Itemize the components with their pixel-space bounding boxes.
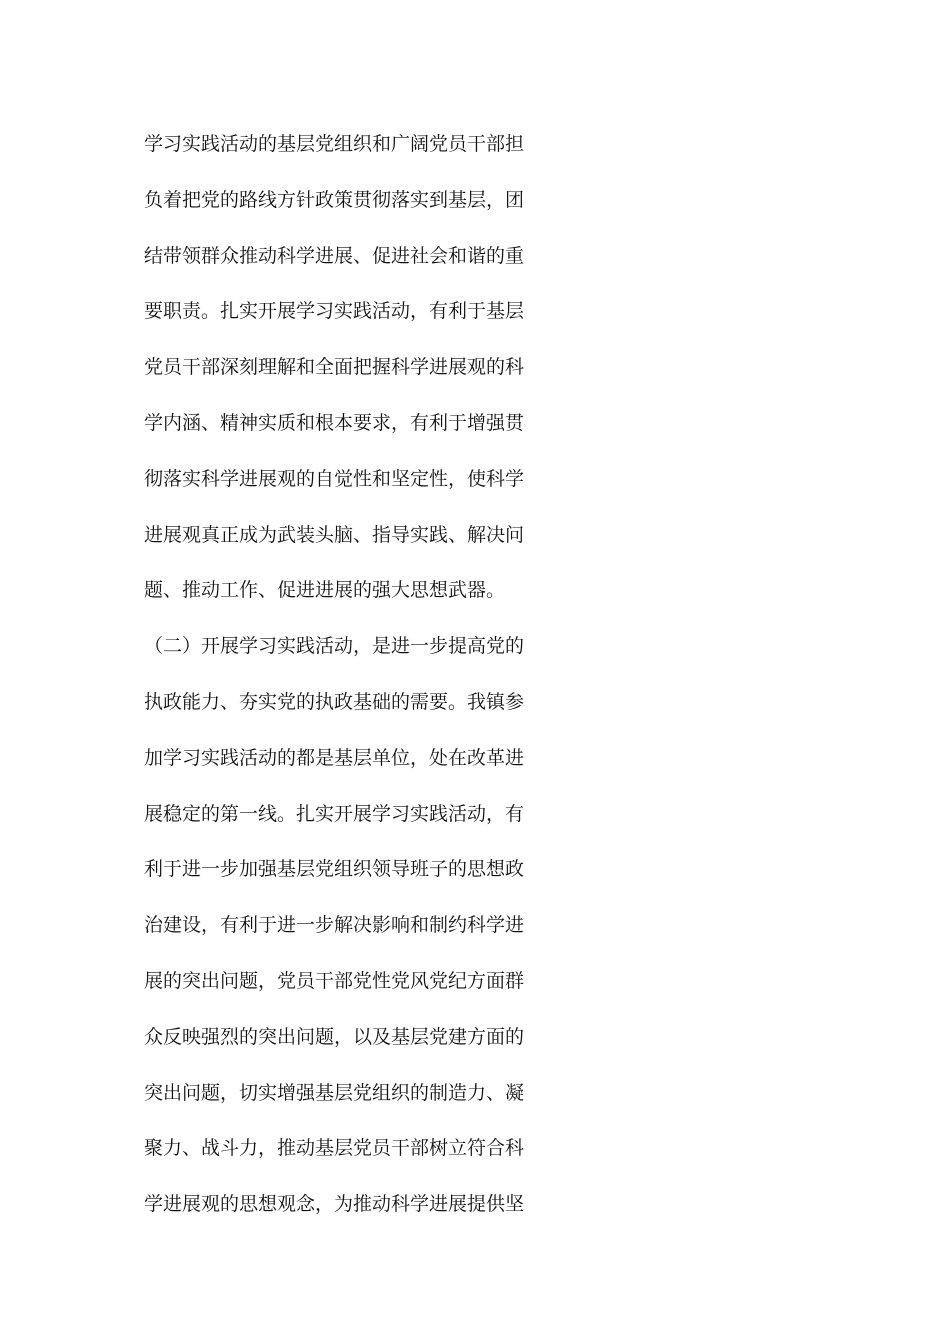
- text-line: 展的突出问题，党员干部党性党风党纪方面群: [144, 969, 525, 992]
- text-line: 学进展观的思想观念，为推动科学进展提供坚: [144, 1193, 525, 1216]
- text-line: 负着把党的路线方针政策贯彻落实到基层，团: [144, 188, 525, 211]
- text-line: 展稳定的第一线。扎实开展学习实践活动，有: [144, 802, 525, 825]
- text-line: 彻落实科学进展观的自觉性和坚定性，使科学: [144, 467, 525, 490]
- text-line: 突出问题，切实增强基层党组织的制造力、凝: [144, 1081, 525, 1104]
- text-line: 党员干部深刻理解和全面把握科学进展观的科: [144, 356, 525, 379]
- text-line: 要职责。扎实开展学习实践活动，有利于基层: [144, 300, 525, 323]
- text-line: 加学习实践活动的都是基层单位，处在改革进: [144, 746, 525, 769]
- text-line: 学内涵、精神实质和根本要求，有利于增强贯: [144, 411, 525, 434]
- text-line: 进展观真正成为武装头脑、指导实践、解决问: [144, 523, 525, 546]
- text-line: 执政能力、夯实党的执政基础的需要。我镇参: [144, 690, 525, 713]
- text-line: （二）开展学习实践活动，是进一步提高党的: [144, 635, 525, 658]
- text-line: 聚力、战斗力，推动基层党员干部树立符合科: [144, 1137, 525, 1160]
- text-line: 题、推动工作、促进进展的强大思想武器。: [144, 579, 506, 602]
- text-line: 结带领群众推动科学进展、促进社会和谐的重: [144, 244, 525, 267]
- text-line: 治建设，有利于进一步解决影响和制约科学进: [144, 914, 525, 937]
- body-text: [144, 126, 810, 1242]
- text-line: 众反映强烈的突出问题，以及基层党建方面的: [144, 1025, 525, 1048]
- text-line: 利于进一步加强基层党组织领导班子的思想政: [144, 858, 525, 881]
- text-line: 学习实践活动的基层党组织和广阔党员干部担: [144, 133, 525, 155]
